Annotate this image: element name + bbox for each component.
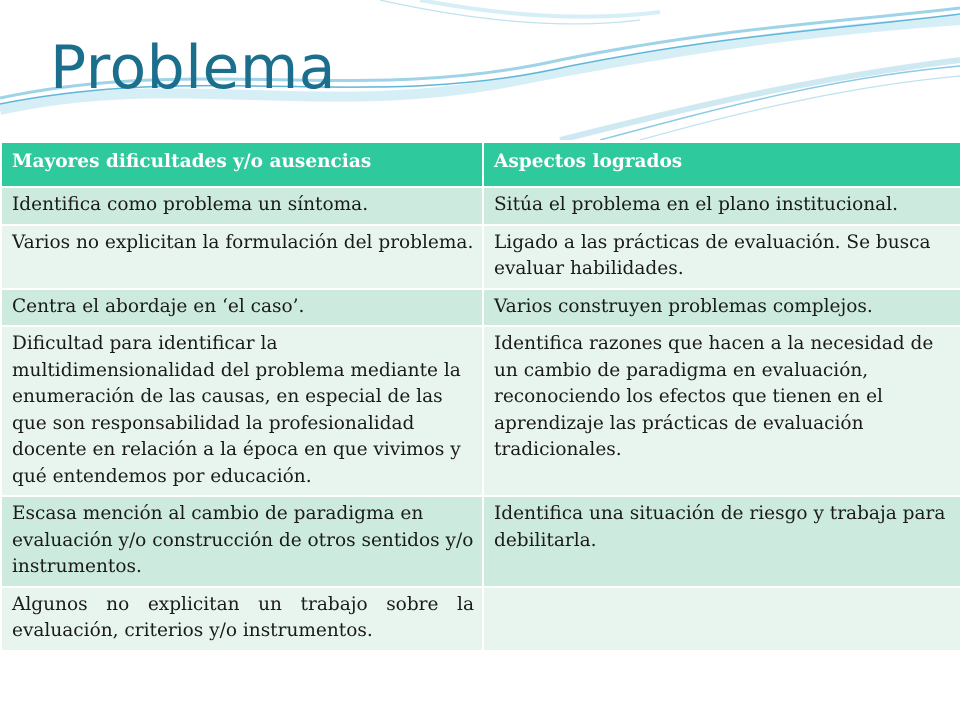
table-cell-achievement: Identifica una situación de riesgo y trabaja para debilitarla.	[483, 496, 960, 587]
column-header-difficulties: Mayores dificultades y/o ausencias	[1, 142, 483, 187]
table-row	[1, 326, 960, 496]
table-cell-difficulty: Algunos no explicitan un trabajo sobre la evaluación, criterios y/o instrumentos.	[1, 587, 483, 651]
slide-title: Problema	[50, 33, 337, 103]
table-cell-difficulty: Escasa mención al cambio de paradigma en evaluación y/o construcción de otros sentidos y/o instrumentos.	[1, 496, 483, 587]
column-header-achievements: Aspectos logrados	[483, 142, 960, 187]
comparison-table	[0, 141, 960, 652]
table-cell-difficulty: Varios no explicitan la formulación del problema.	[1, 225, 483, 289]
table-cell-difficulty: Dificultad para identificar la multidimensionalidad del problema mediante la enumeración de las causas, en especial de las que son responsabilidad la profesionalidad docente en relación a la época en que vivimos y qué entendemos por educación.	[1, 326, 483, 496]
table-row	[1, 496, 960, 587]
table-row	[1, 187, 960, 225]
table-header-row	[1, 142, 960, 187]
table-cell-difficulty: Centra el abordaje en ‘el caso’.	[1, 289, 483, 327]
table-cell-achievement: Varios construyen problemas complejos.	[483, 289, 960, 327]
table-row	[1, 225, 960, 289]
table-cell-achievement: Sitúa el problema en el plano institucional.	[483, 187, 960, 225]
table-cell-achievement: Identifica razones que hacen a la necesidad de un cambio de paradigma en evaluación, reconociendo los efectos que tienen en el aprendizaje las prácticas de evaluación tradicionales.	[483, 326, 960, 496]
table-cell-achievement	[483, 587, 960, 651]
table-row	[1, 587, 960, 651]
table-cell-difficulty: Identifica como problema un síntoma.	[1, 187, 483, 225]
table-cell-achievement: Ligado a las prácticas de evaluación. Se busca evaluar habilidades.	[483, 225, 960, 289]
table-row	[1, 289, 960, 327]
